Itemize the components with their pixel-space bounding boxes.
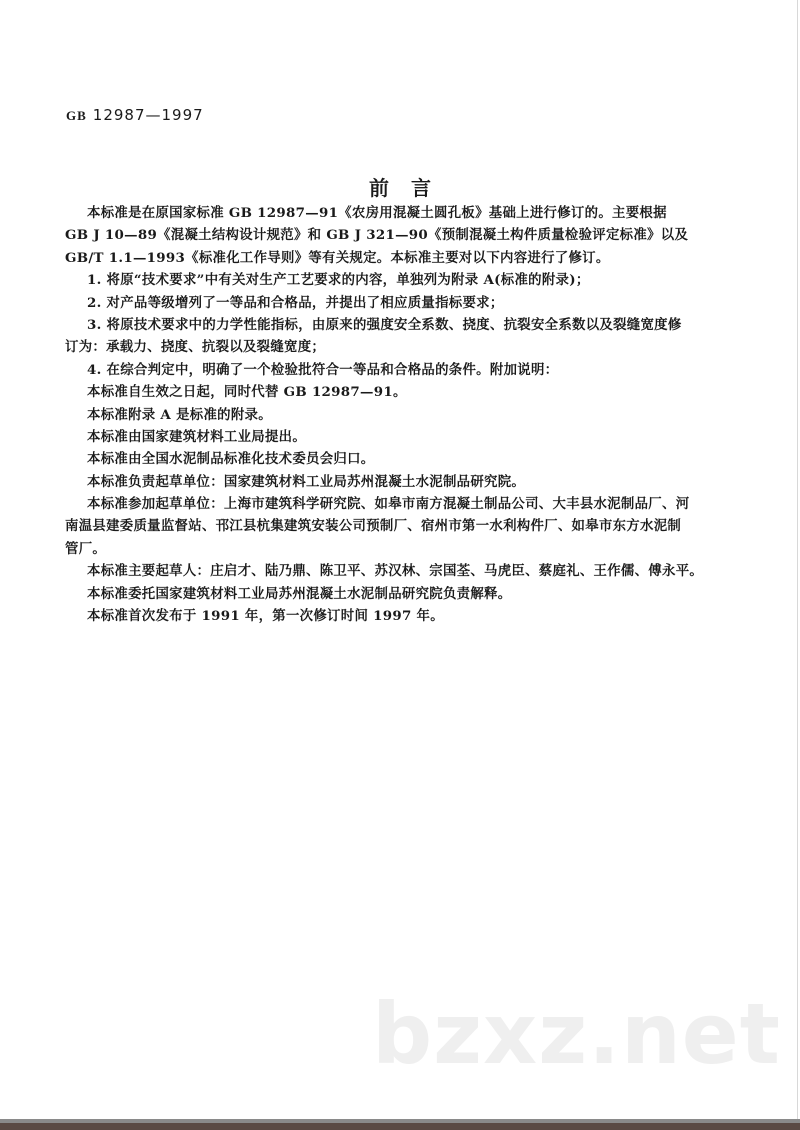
standard-prefix: GB xyxy=(66,108,87,123)
text-line: 南温县建委质量监督站、邗江县杭集建筑安装公司预制厂、宿州市第一水利构件厂、如皋市东方水泥制 xyxy=(65,518,682,535)
page-title: 前言 xyxy=(369,176,453,200)
text-line: 本标准附录 A 是标准的附录。 xyxy=(87,406,272,423)
text-line: 3. 将原技术要求中的力学性能指标，由原来的强度安全系数、挠度、抗裂安全系数以及裂缝宽度修 xyxy=(87,316,682,333)
foreword-body xyxy=(65,202,755,627)
text-line: 本标准首次发布于 1991 年，第一次修订时间 1997 年。 xyxy=(87,608,444,625)
watermark: bzxz.net xyxy=(372,985,781,1083)
text-line: 本标准负责起草单位：国家建筑材料工业局苏州混凝土水泥制品研究院。 xyxy=(87,473,526,490)
text-line: 本标准主要起草人：庄启才、陆乃鼎、陈卫平、苏汉林、宗国荃、马虎臣、蔡庭礼、王作儒、傅永平。 xyxy=(87,563,704,580)
text-line: 订为：承载力、挠度、抗裂以及裂缝宽度； xyxy=(65,339,326,356)
text-line: 2. 对产品等级增列了一等品和合格品，并提出了相应质量指标要求； xyxy=(87,294,504,311)
standard-number xyxy=(66,106,204,124)
viewer-bottom-strip xyxy=(0,1123,800,1130)
text-line: 管厂。 xyxy=(65,540,107,557)
text-line: 本标准是在原国家标准 GB 12987—91《农房用混凝土圆孔板》基础上进行修订的。主要根据 xyxy=(87,205,667,221)
text-line: GB/T 1.1—1993《标准化工作导则》等有关规定。本标准主要对以下内容进行了修订。 xyxy=(65,249,610,266)
text-line: 本标准委托国家建筑材料工业局苏州混凝土水泥制品研究院负责解释。 xyxy=(87,585,512,602)
standard-code: 12987—1997 xyxy=(92,106,204,124)
text-line: 本标准参加起草单位：上海市建筑科学研究院、如皋市南方混凝土制品公司、大丰县水泥制品厂、河 xyxy=(87,496,690,513)
text-line: 本标准由全国水泥制品标准化技术委员会归口。 xyxy=(87,451,375,468)
text-line: 4. 在综合判定中，明确了一个检验批符合一等品和合格品的条件。附加说明： xyxy=(87,361,559,378)
text-line: GB J 10—89《混凝土结构设计规范》和 GB J 321—90《预制混凝土构件质量检验评定标准》以及 xyxy=(65,227,689,244)
text-line: 1. 将原“技术要求”中有关对生产工艺要求的内容，单独列为附录 A(标准的附录)； xyxy=(87,272,590,289)
text-line: 本标准自生效之日起，同时代替 GB 12987—91。 xyxy=(87,384,407,401)
text-line: 本标准由国家建筑材料工业局提出。 xyxy=(87,428,307,445)
